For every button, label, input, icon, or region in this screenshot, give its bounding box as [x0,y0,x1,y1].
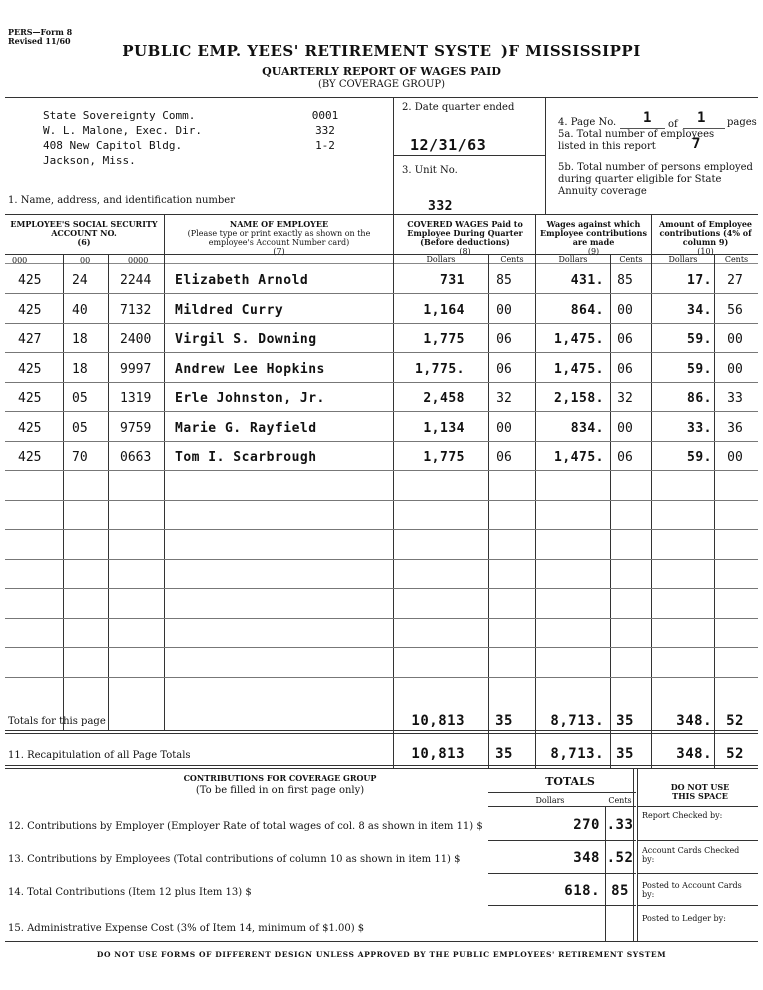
cell-b: 05 [72,421,88,436]
employer-label: 1. Name, address, and identification number [8,195,235,206]
form-subtitle-2: (BY COVERAGE GROUP) [317,79,446,90]
unit-label: 3. Unit No. [402,165,458,176]
cell-cw-d: 1,164 [423,303,465,318]
contrib-heading: CONTRIBUTIONS FOR COVERAGE GROUP [183,773,377,783]
cell-cw-c: 06 [496,332,512,347]
contrib-item-label: 14. Total Contributions (Item 12 plus Item 13) $ [8,887,252,898]
persons-label: 5b. Total number of persons employed during quarter eligible for State Annuity coverage [558,162,753,197]
cell-wa-c: 00 [617,421,633,436]
cell-wa-c: 85 [617,273,633,288]
cell-cw-d: 731 [440,273,465,288]
cell-wa-c: 06 [617,332,633,347]
cell-b: 18 [72,362,88,377]
office-use-title: DO NOT USE THIS SPACE [670,782,730,801]
col-name-header: NAME OF EMPLOYEE (Please type or print exactly as shown on the employee's Account Number card) (7) [187,219,371,256]
cell-wa-d: 1,475. [554,362,604,377]
cell-ec-c: 56 [727,303,743,318]
cell-name: Erle Johnston, Jr. [175,391,325,406]
cell-name: Marie G. Rayfield [175,421,317,436]
cell-c: 7132 [120,303,152,318]
cell-wa-d: 834. [570,421,604,436]
office-posted-ledger: Posted to Ledger by: [642,914,726,923]
employer-address: State Sovereignty Comm. W. L. Malone, Exec. Dir. 408 New Capitol Bldg. Jackson, Miss. [43,109,202,167]
contrib-item-cents: .52 [606,850,634,866]
cell-a: 425 [18,273,42,288]
recap-totals-label: 11. Recapitulation of all Page Totals [8,750,191,761]
cell-name: Tom I. Scarbrough [175,450,317,465]
cell-ec-c: 36 [727,421,743,436]
contrib-item-dollars: 270 [573,817,600,833]
cell-c: 0663 [120,450,152,465]
page-totals-label: Totals for this page [8,716,106,727]
cell-cw-d: 1,775 [423,332,465,347]
contrib-item-label: 12. Contributions by Employer (Employer Rate of total wages of col. 8 as shown in item 11) $ [8,821,483,832]
col-ssn-header: EMPLOYEE'S SOCIAL SECURITY ACCOUNT NO. (6) [10,219,158,247]
office-account-cards: Account Cards Checked by: [642,846,740,864]
cell-ec-d: 59. [687,332,712,347]
totals-heading: TOTALS [545,775,595,788]
cell-b: 05 [72,391,88,406]
cell-wa-c: 06 [617,450,633,465]
cell-name: Elizabeth Arnold [175,273,309,288]
cell-c: 9759 [120,421,152,436]
cell-cw-c: 85 [496,273,512,288]
date-label: 2. Date quarter ended [402,102,515,113]
cell-name: Virgil S. Downing [175,332,317,347]
cell-c: 2244 [120,273,152,288]
cell-ec-d: 59. [687,362,712,377]
cell-ec-c: 00 [727,362,743,377]
cell-cw-d: 1,775 [423,450,465,465]
cell-a: 425 [18,450,42,465]
col-against-header: Wages against which Employee contributions are made (9) [540,219,647,256]
cell-ec-d: 33. [687,421,712,436]
cell-a: 425 [18,421,42,436]
contrib-item-dollars: 348 [573,850,600,866]
cell-wa-d: 864. [570,303,604,318]
cell-wa-d: 431. [570,273,604,288]
cell-cw-c: 00 [496,303,512,318]
cell-cw-d: 2,458 [423,391,465,406]
cell-a: 425 [18,303,42,318]
page-total-value: 1 [697,110,706,126]
cell-ec-c: 00 [727,332,743,347]
contrib-subheading: (To be filled in on first page only) [195,785,365,796]
cell-ec-c: 00 [727,450,743,465]
cell-ec-d: 17. [687,273,712,288]
form-title: PUBLIC EMP. YEES' RETIREMENT SYSTE )F MISSISSIPPI [122,42,641,60]
cell-wa-c: 00 [617,303,633,318]
cell-cw-d: 1,134 [423,421,465,436]
cell-wa-c: 32 [617,391,633,406]
footer-notice: DO NOT USE FORMS OF DIFFERENT DESIGN UNLESS APPROVED BY THE PUBLIC EMPLOYEES' RETIREMENT SYSTEM [96,950,667,959]
cell-wa-d: 1,475. [554,332,604,347]
cell-cw-c: 06 [496,362,512,377]
page-no-value: 1 [643,110,652,126]
cell-cw-d: 1,775. [415,362,465,377]
col-contrib-header: Amount of Employee contributions (4% of column 9) (10) [658,219,753,256]
form-id: PERS—Form 8 Revised 11/60 [8,27,73,46]
employer-ids: 0001 332 1-2 [311,109,339,152]
cell-ec-c: 27 [727,273,743,288]
cell-c: 9997 [120,362,152,377]
cell-ec-d: 86. [687,391,712,406]
unit-value: 332 [428,199,453,214]
office-report-checked: Report Checked by: [642,811,723,820]
cell-ec-d: 59. [687,450,712,465]
contrib-item-cents: 85 [611,883,629,899]
cell-b: 40 [72,303,88,318]
cell-cw-c: 32 [496,391,512,406]
cell-b: 24 [72,273,88,288]
contrib-item-label: 13. Contributions by Employees (Total contributions of column 10 as shown in item 11) $ [8,854,461,865]
page-no-label: 4. Page No. [558,117,617,128]
cell-a: 427 [18,332,42,347]
cell-cw-c: 00 [496,421,512,436]
contrib-item-cents: .33 [606,817,634,833]
cell-ec-c: 33 [727,391,743,406]
cell-wa-d: 2,158. [554,391,604,406]
cell-ec-d: 34. [687,303,712,318]
form-subtitle: QUARTERLY REPORT OF WAGES PAID [262,65,501,78]
cell-a: 425 [18,362,42,377]
emp-count-label: 5a. Total number of employees listed in this report [558,129,715,152]
office-posted-cards: Posted to Account Cards by: [642,881,742,899]
cell-wa-c: 06 [617,362,633,377]
cell-name: Andrew Lee Hopkins [175,362,325,377]
cell-wa-d: 1,475. [554,450,604,465]
cell-b: 18 [72,332,88,347]
cell-name: Mildred Curry [175,303,284,318]
contrib-item-dollars: 618. [564,883,600,899]
col-covered-header: COVERED WAGES Paid to Employee During Quarter (Before deductions) (8) [407,219,523,256]
cell-cw-c: 06 [496,450,512,465]
emp-count-value: 7 [692,136,701,152]
contrib-item-label: 15. Administrative Expense Cost (3% of Item 14, minimum of $1.00) $ [8,923,365,934]
cell-a: 425 [18,391,42,406]
cell-c: 1319 [120,391,152,406]
cell-c: 2400 [120,332,152,347]
cell-b: 70 [72,450,88,465]
date-value: 12/31/63 [410,136,487,154]
